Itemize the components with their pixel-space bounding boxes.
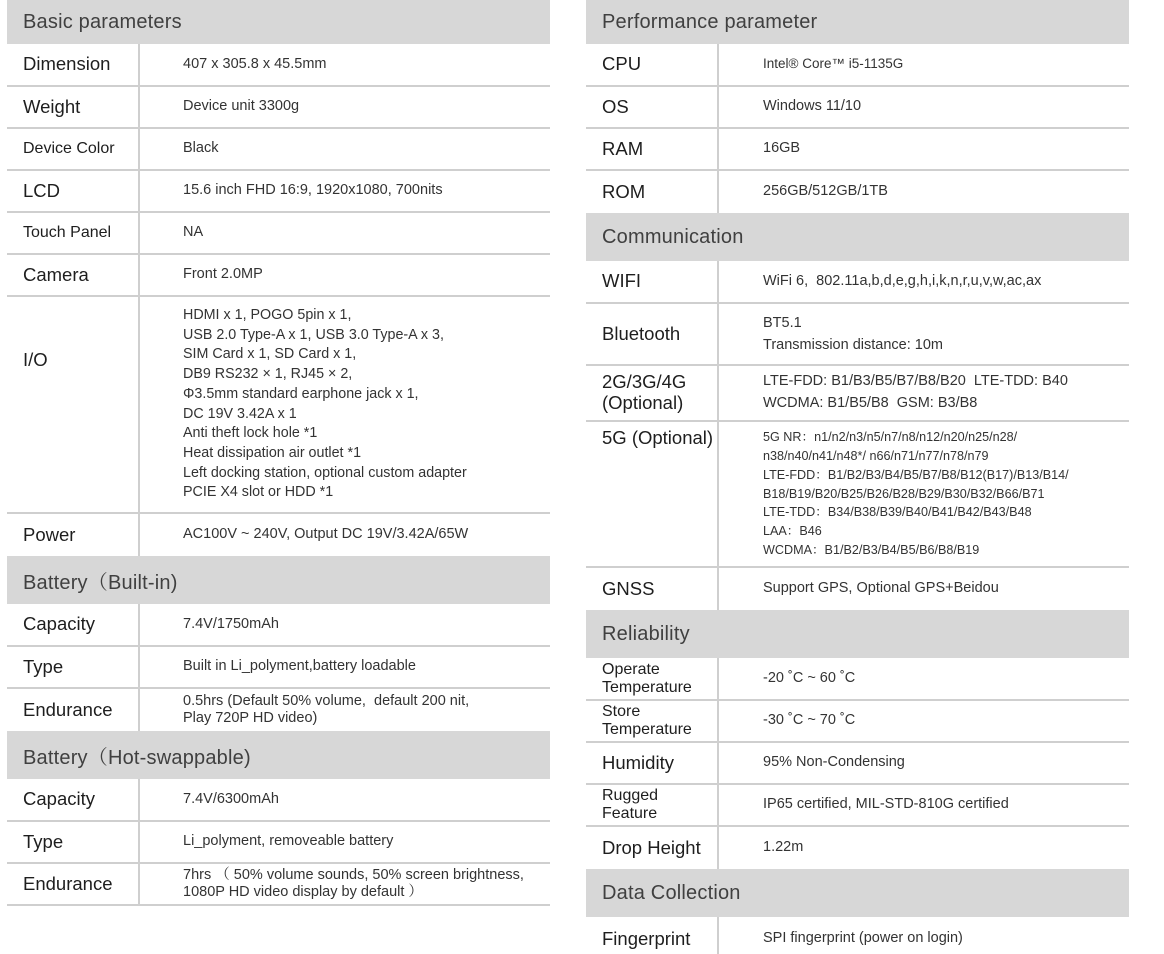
spec-row-dimension [7,44,550,87]
right-spec-column [586,0,1129,954]
spec-label: Camera [7,255,140,295]
spec-value-line: USB 2.0 Type-A x 1, USB 3.0 Type-A x 3, [183,326,444,343]
section-header-communication [586,213,1129,261]
spec-value-line: 95% Non-Condensing [763,754,905,771]
spec-row-gnss [586,568,1129,610]
spec-value-line: PCIE X4 slot or HDD *1 [183,484,334,501]
spec-label: Device Color [7,129,140,169]
spec-value-line: IP65 certified, MIL-STD-810G certified [763,796,1009,813]
spec-value-line: 7.4V/6300mAh [183,790,279,807]
spec-value-line: 256GB/512GB/1TB [763,183,888,200]
spec-value [719,44,1129,85]
spec-label: OS [586,87,719,127]
spec-value-line: LTE-FDD：B1/B2/B3/B4/B5/B7/B8/B12(B17)/B13/B14/ [763,467,1069,482]
spec-row-drop-height [586,827,1129,869]
section-title: Communication [602,225,744,248]
spec-value [140,255,550,295]
spec-value-line: 0.5hrs (Default 50% volume, default 200 nit, [183,692,470,709]
spec-value [719,827,1129,869]
spec-row-store-temperature [586,701,1129,743]
section-header-battery-hot-swappable [7,731,550,779]
spec-label: Bluetooth [586,304,719,364]
spec-value-line: AC100V ~ 240V, Output DC 19V/3.42A/65W [183,526,469,543]
spec-label: LCD [7,171,140,211]
section-header-battery-built-in [7,556,550,604]
spec-row-2g-3g-4g [586,366,1129,422]
spec-row-lcd [7,171,550,213]
spec-value-line: WCDMA: B1/B5/B8 GSM: B3/B8 [763,395,978,411]
spec-value-line: Play 720P HD video) [183,710,318,726]
spec-row-endurance [7,689,550,731]
spec-value [719,658,1129,699]
spec-value [140,87,550,127]
left-spec-column [7,0,550,906]
spec-value-line: n38/n40/n41/n48*/ n66/n71/n77/n78/n79 [763,448,989,463]
spec-value [719,87,1129,127]
spec-value-line: LAA：B46 [763,524,822,539]
spec-value-line: 5G NR：n1/n2/n3/n5/n7/n8/n12/n20/n25/n28/ [763,429,1018,444]
spec-value-line: Heat dissipation air outlet *1 [183,444,362,461]
section-title: Performance parameter [602,10,818,33]
spec-row-device-color [7,129,550,171]
spec-row-power [7,514,550,556]
spec-value [719,743,1129,783]
spec-value-line: Built in Li_polyment,battery loadable [183,658,416,675]
spec-value-line: 7hrs （ 50% volume sounds, 50% screen brightness, [183,866,524,883]
spec-value [140,779,550,820]
spec-row-wifi [586,261,1129,304]
spec-value-line: DB9 RS232 × 1, RJ45 × 2, [183,366,353,383]
spec-value [719,917,1129,954]
spec-label: WIFI [586,261,719,302]
spec-value-line: SPI fingerprint (power on login) [763,930,963,947]
spec-value-line: Front 2.0MP [183,266,263,283]
spec-value-line: BT5.1 [763,314,802,331]
spec-value [719,129,1129,169]
spec-value-line: NA [183,224,204,241]
spec-label: Fingerprint [586,917,719,954]
spec-row-fingerprint [586,917,1129,954]
spec-row-capacity [7,604,550,647]
section-header-basic-parameters [7,0,550,44]
spec-value [140,514,550,556]
spec-value [140,297,550,512]
spec-value-line: LTE-FDD: B1/B3/B5/B7/B8/B20 LTE-TDD: B40 [763,373,1068,390]
spec-value-line: WCDMA：B1/B2/B3/B4/B5/B6/B8/B19 [763,543,980,558]
spec-label: Operate Temperature [586,658,719,699]
spec-row-weight [7,87,550,129]
spec-row-cpu [586,44,1129,87]
spec-row-humidity [586,743,1129,785]
spec-value [719,304,1129,364]
spec-value-line: -20 ˚C ~ 60 ˚C [763,669,856,686]
spec-value-line: B18/B19/B20/B25/B26/B28/B29/B30/B32/B66/B71 [763,486,1045,501]
spec-value [140,171,550,211]
section-header-data-collection [586,869,1129,917]
spec-value-line: WiFi 6, 802.11a,b,d,e,g,h,i,k,n,r,u,v,w,ac,ax [763,272,1042,289]
spec-value-line: Li_polyment, removeable battery [183,833,394,850]
spec-value-line: Black [183,140,219,157]
spec-row-os [586,87,1129,129]
spec-value [719,701,1129,741]
section-title: Data Collection [602,881,741,904]
section-header-performance-parameter [586,0,1129,44]
spec-value-line: Φ3.5mm standard earphone jack x 1, [183,385,419,402]
spec-value [140,213,550,253]
spec-label: RAM [586,129,719,169]
spec-value-line: SIM Card x 1, SD Card x 1, [183,346,357,363]
spec-row-5g [586,422,1129,568]
spec-value-line: Windows 11/10 [763,98,862,115]
spec-label: Power [7,514,140,556]
spec-value [140,689,550,731]
spec-row-rom [586,171,1129,213]
spec-label: Type [7,647,140,687]
spec-label: Touch Panel [7,213,140,253]
spec-value [140,864,550,904]
spec-label: 2G/3G/4G (Optional) [586,366,719,420]
spec-value-line: HDMI x 1, POGO 5pin x 1, [183,306,352,323]
spec-value [719,422,1129,566]
spec-label: Weight [7,87,140,127]
spec-row-camera [7,255,550,297]
spec-value [140,647,550,687]
spec-label: Store Temperature [586,701,719,741]
spec-value-line: DC 19V 3.42A x 1 [183,405,297,422]
spec-label: Capacity [7,604,140,645]
spec-row-endurance [7,864,550,906]
spec-label: CPU [586,44,719,85]
section-title: Basic parameters [23,10,182,33]
spec-label: I/O [7,297,140,512]
section-title: Reliability [602,622,690,645]
spec-value-line: -30 ˚C ~ 70 ˚C [763,712,856,729]
spec-row-rugged-feature [586,785,1129,827]
spec-value-line: Anti theft lock hole *1 [183,425,318,442]
spec-value [719,568,1129,610]
spec-value [719,171,1129,213]
spec-value-line: 1.22m [763,839,804,856]
spec-row-type [7,822,550,864]
spec-row-capacity [7,779,550,822]
spec-value-line: 15.6 inch FHD 16:9, 1920x1080, 700nits [183,182,443,199]
spec-value [140,822,550,862]
spec-value-line: 7.4V/1750mAh [183,615,279,632]
spec-value-line: Transmission distance: 10m [763,337,943,353]
spec-value-line: 1080P HD video display by default ） [183,884,423,900]
spec-label: Endurance [7,864,140,904]
section-title: Battery（Hot-swappable) [23,746,251,769]
spec-value [140,604,550,645]
spec-label: 5G (Optional) [586,422,719,566]
section-header-reliability [586,610,1129,658]
spec-value-line: 16GB [763,140,801,157]
spec-value [719,785,1129,825]
spec-label: Capacity [7,779,140,820]
spec-label: ROM [586,171,719,213]
spec-value [719,261,1129,302]
spec-row-ram [586,129,1129,171]
spec-row-type [7,647,550,689]
spec-value-line: 407 x 305.8 x 45.5mm [183,55,327,72]
spec-value-line: Left docking station, optional custom adapter [183,464,467,481]
spec-row-touch-panel [7,213,550,255]
spec-label: Drop Height [586,827,719,869]
spec-row-bluetooth [586,304,1129,366]
spec-label: GNSS [586,568,719,610]
spec-row-io [7,297,550,514]
spec-value [140,44,550,85]
spec-value-line: Device unit 3300g [183,98,300,115]
spec-label: Type [7,822,140,862]
section-title: Battery（Built-in) [23,571,178,594]
spec-label: Endurance [7,689,140,731]
spec-value-line: Support GPS, Optional GPS+Beidou [763,580,999,597]
spec-value [140,129,550,169]
spec-label: Dimension [7,44,140,85]
spec-label: Rugged Feature [586,785,719,825]
spec-value-line: LTE-TDD：B34/B38/B39/B40/B41/B42/B43/B48 [763,505,1032,520]
spec-label: Humidity [586,743,719,783]
spec-value-line: Intel® Core™ i5-1135G [763,56,904,72]
spec-row-operate-temperature [586,658,1129,701]
spec-value [719,366,1129,420]
